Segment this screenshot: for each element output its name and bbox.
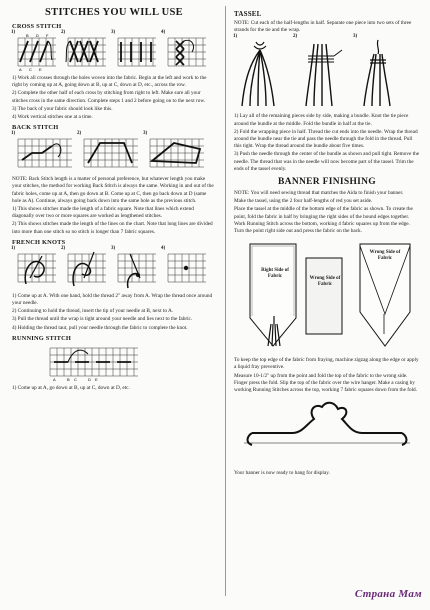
back-stitch-illustrations xyxy=(12,133,216,173)
svg-text:D: D xyxy=(36,33,39,38)
svg-text:C: C xyxy=(29,67,32,72)
cross-stitch-step3: 3) The back of your fabric should look like this. xyxy=(12,105,113,112)
running-stitch-step1: 1) Come up at A, go down at B, up at C, down at D, etc. xyxy=(12,384,130,391)
cross-stitch-step3-illustration: 3) xyxy=(112,32,158,72)
right-column xyxy=(234,4,420,478)
svg-text:B: B xyxy=(26,33,29,38)
cross-stitch-step2: 2) Complete the other half of each cross by stitching from right to left. Make sure all your stitches cross in the same direction. Complete steps 1 and 2 before going on to the next row. xyxy=(12,90,206,104)
svg-text:B: B xyxy=(67,376,70,382)
tassel-illustrations xyxy=(234,36,420,110)
watermark-logo: Страна Мам xyxy=(354,588,422,600)
back-stitch-heading: BACK STITCH xyxy=(12,124,59,132)
banner-label-right-side: Right Side of Fabric xyxy=(261,268,289,280)
banner-para1: Make the tassel, using the 2 four half-lengths of red you set aside. xyxy=(234,198,373,205)
cross-stitch-step1-illustration: 1) A C E B D F xyxy=(12,32,58,72)
cross-stitch-step4: 4) Work vertical stitches one at a time. xyxy=(12,114,93,121)
svg-text:A: A xyxy=(53,376,56,382)
cross-stitch-heading: CROSS STITCH xyxy=(12,23,62,30)
running-stitch-diagram xyxy=(46,344,142,382)
cross-stitch-illustrations xyxy=(12,32,216,72)
cross-stitch-step4-illustration: 4) xyxy=(162,32,208,72)
column-divider xyxy=(225,6,226,596)
french-knots-step4-illustration: 4) xyxy=(162,248,208,290)
back-stitch-step1: 1) This shows stitches made the length of a fabric square. Note that lines which extend diagonally over two or more squares are worked as lengthened stitches. xyxy=(12,206,194,220)
tassel-heading: TASSEL xyxy=(234,10,262,18)
banner-para4: Measure 10-1/2" up from the point and fold the top of the fabric to the wrong side. Finger press the fold. Slip the top of the fabric over the wire hanger. Make a casing by working Running Stitches across the top, working 7 fabric squares down from the fold. xyxy=(234,372,417,394)
cross-stitch-step2-illustration: 2) xyxy=(62,32,108,72)
back-stitch-step1-illustration: 1) xyxy=(12,133,74,173)
banner-note: NOTE: You will need sewing thread that matches the Aida to finish your banner. xyxy=(234,190,404,197)
svg-text:D: D xyxy=(88,376,91,382)
svg-text:C: C xyxy=(74,376,77,382)
back-stitch-step2-illustration: 2) xyxy=(78,133,140,173)
tassel-step1: 1) Lay all of the remaining pieces side by side, making a bundle. Knot the tie piece around the bundle at the middle. Fold the bundle in half at the tie. xyxy=(234,113,409,127)
banner-hanger-illustration xyxy=(234,397,420,467)
svg-text:F: F xyxy=(46,33,49,38)
banner-final-para: Your banner is now ready to hang for display. xyxy=(234,470,330,477)
svg-text:A: A xyxy=(19,67,22,72)
french-knots-step1-illustration: 1) xyxy=(12,248,58,290)
tassel-step2: 2) Fold the wrapping piece in half. Thread the cut ends into the needle. Wrap the thread around the bundle near the tie and pass the needle through the fold in the thread. Pull this tight. Wrap the thread around the bundle about five times. xyxy=(234,128,418,150)
french-knots-step3-illustration: 3) xyxy=(112,248,158,290)
tassel-step2-illustration: 2) xyxy=(294,36,346,110)
tassel-step3-illustration: 3) xyxy=(354,36,406,110)
banner-finishing-heading: BANNER FINISHING xyxy=(278,177,376,188)
tassel-step1-illustration: 1) xyxy=(234,36,286,110)
left-column xyxy=(12,4,216,393)
running-stitch-illustration xyxy=(12,344,216,382)
page-title: STITCHES YOU WILL USE xyxy=(45,7,183,18)
french-knots-illustrations xyxy=(11,245,216,290)
back-stitch-step3-illustration: 3) xyxy=(144,133,206,173)
running-stitch-heading: RUNNING STITCH xyxy=(12,334,72,342)
cross-stitch-step1: 1) Work all crosses through the holes woven into the fabric. Begin at the left and work to the right by coming up at A, going down at B, up at C, down at D, etc., across the row. xyxy=(12,75,207,89)
tassel-note: NOTE: Cut each of the half-lengths in half. Separate one piece into two sets of three strands for the tie and the wrap. xyxy=(234,20,412,34)
svg-text:E: E xyxy=(95,376,98,382)
french-knots-step2: 2) Continuing to hold the thread, insert the tip of your needle at B, next to A. xyxy=(12,308,174,315)
back-stitch-step2: 2) This shows stitches made the length of the lines on the chart. Note that long lines are divided into more than one stitch so no stitch is longer than 7 fabric squares. xyxy=(12,221,213,235)
french-knots-step2-illustration: 2) xyxy=(62,248,108,290)
french-knots-step1: 1) Come up at A. With one hand, hold the thread 2" away from A. Wrap the thread once around your needle. xyxy=(12,292,213,307)
banner-fold-diagram xyxy=(234,238,420,354)
back-stitch-note: NOTE: Back Stitch length is a matter of personal preference, but whatever length you make your stitches, the method for working Back Stitch is always the same. Working in and out of the fabric holes, come up at A, then go down at B. Come up at C, then go back down at D (same hole as A). Continue, always going back down into the same hole as the previous stitch. xyxy=(12,176,214,204)
banner-para2: Place the tassel at the middle of the bottom edge of the fabric as shown. To create the point, fold the fabric in half by bringing the right sides of the bound edges together. Work Running Stitch across the bottom, working 4 fabric squares up from the edge. Turn the point right side out and press the fabric on the back. xyxy=(234,206,413,235)
french-knots-step3: 3) Pull the thread until the wrap is tight around your needle and lies next to the fabric. xyxy=(12,316,193,323)
french-knots-step4: 4) Holding the thread taut, pull your needle through the fabric to complete the knot. xyxy=(12,324,188,331)
banner-label-wrong-side-right: Wrong Side of Fabric xyxy=(369,250,401,262)
tassel-step3: 3) Push the needle through the center of the bundle as shown and pull tight. Remove the needle. The thread that was in the needle will now become part of the tassel. Trim the ends of the tassel evenly. xyxy=(234,151,420,172)
french-knots-heading: FRENCH KNOTS xyxy=(12,238,66,246)
banner-label-wrong-side-left: Wrong Side of Fabric xyxy=(309,276,341,288)
svg-text:E: E xyxy=(39,67,42,72)
banner-para3: To keep the top edge of the fabric from fraying, machine zigzag along the edge or apply a liquid fray preventive. xyxy=(234,357,419,371)
